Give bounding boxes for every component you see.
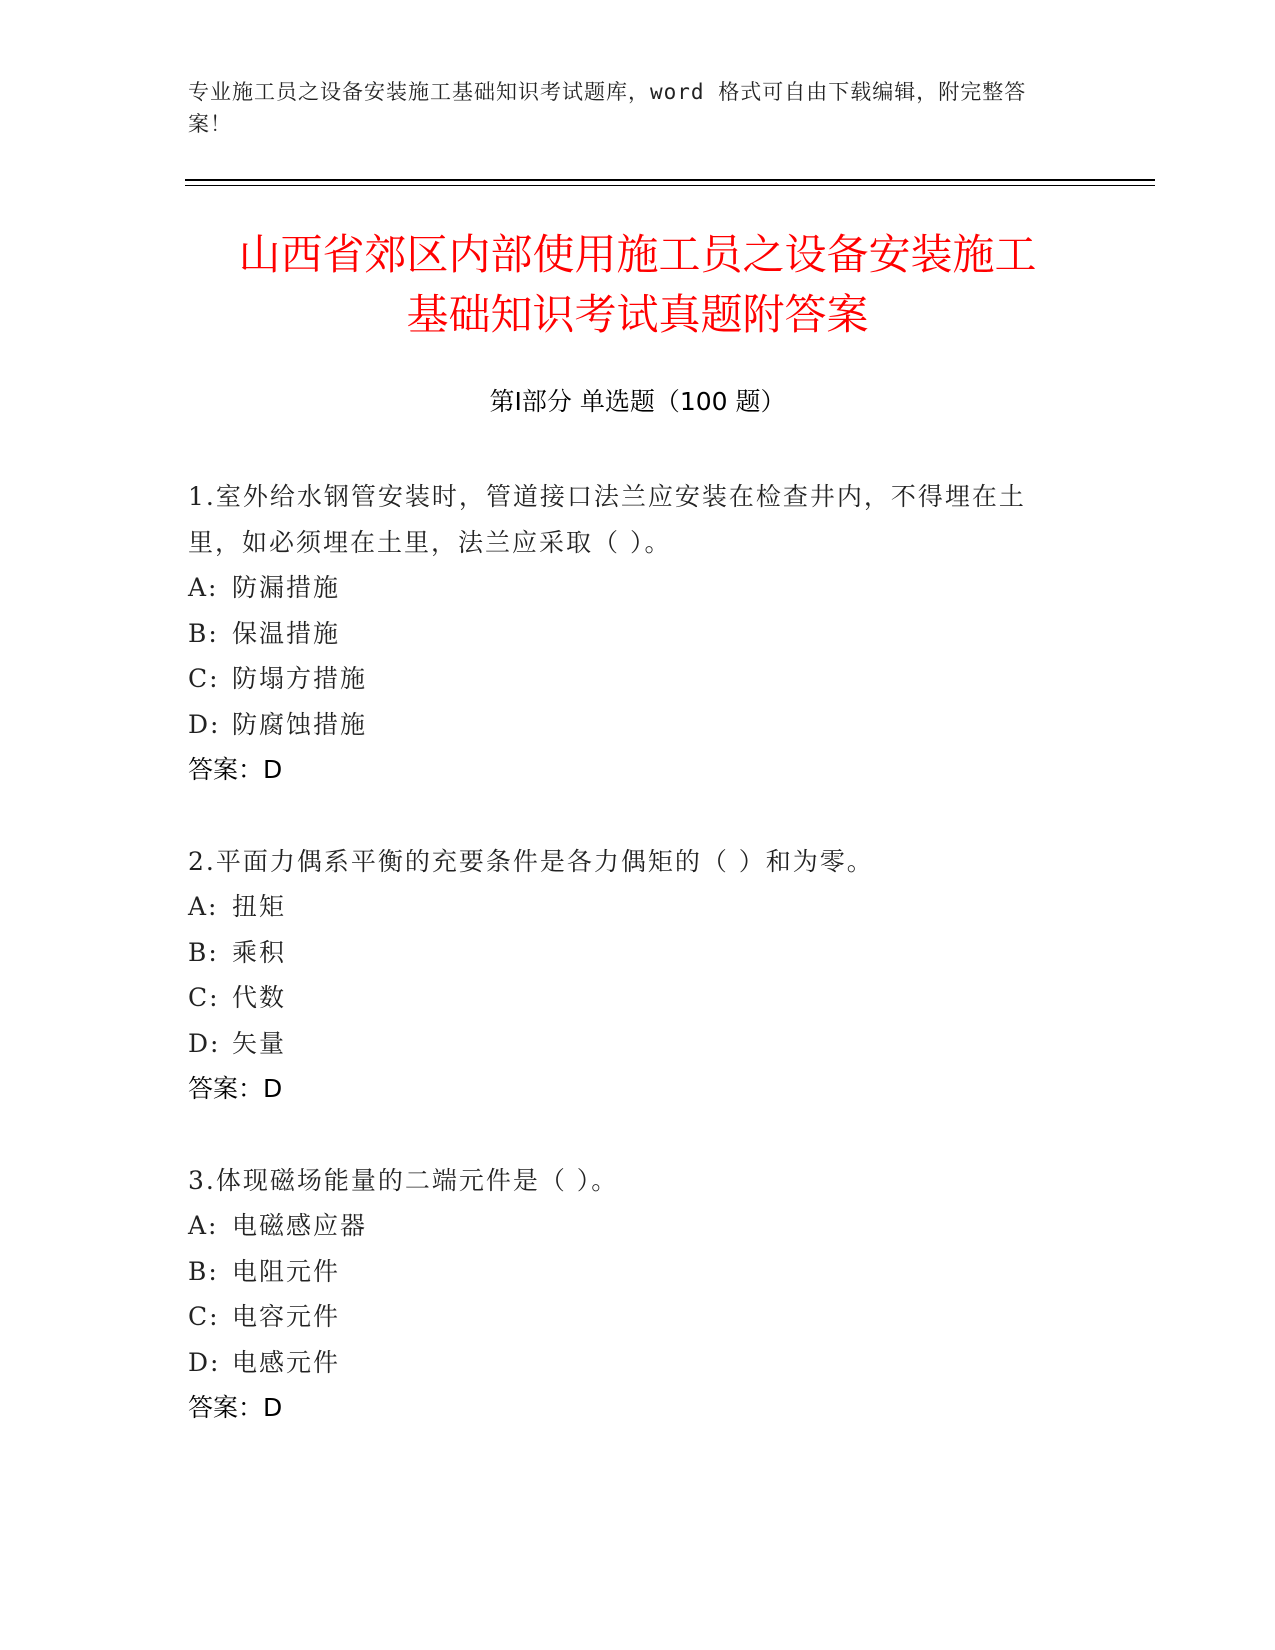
answer-line: 答案：D xyxy=(188,755,283,784)
question-3 xyxy=(188,1158,1068,1431)
option-key: B: xyxy=(188,1256,219,1286)
option-text: 矢量 xyxy=(232,1028,287,1058)
option-text: 电阻元件 xyxy=(232,1256,341,1286)
option-key: D: xyxy=(188,709,221,739)
option-a xyxy=(188,884,1068,930)
option-text: 乘积 xyxy=(232,937,287,967)
document-title-line-1: 山西省郊区内部使用施工员之设备安装施工 xyxy=(238,230,1037,279)
option-key: B: xyxy=(188,937,219,967)
option-d xyxy=(188,702,1068,748)
option-key: D: xyxy=(188,1347,221,1377)
option-a xyxy=(188,1203,1068,1249)
question-1 xyxy=(188,474,1068,793)
question-2 xyxy=(188,839,1068,1112)
option-text: 电感元件 xyxy=(232,1347,341,1377)
option-text: 代数 xyxy=(232,983,287,1012)
option-key: B: xyxy=(188,618,219,648)
question-stem: 1.室外给水钢管安装时，管道接口法兰应安装在检查井内，不得埋在土里，如必须埋在土里，法兰应采取（ ）。 xyxy=(188,482,1026,557)
option-text: 防塌方措施 xyxy=(232,664,368,693)
option-a xyxy=(188,565,1068,611)
option-b xyxy=(188,1249,1068,1295)
header-note: 专业施工员之设备安装施工基础知识考试题库，word 格式可自由下载编辑，附完整答案！ xyxy=(188,80,1027,136)
option-text: 防腐蚀措施 xyxy=(232,709,368,739)
option-c xyxy=(188,1294,1068,1340)
option-c xyxy=(188,656,1068,702)
option-text: 扭矩 xyxy=(232,892,287,921)
option-c xyxy=(188,975,1068,1021)
section-title: 第Ⅰ部分 单选题（100 题） xyxy=(489,387,786,416)
option-d xyxy=(188,1021,1068,1067)
option-key: A: xyxy=(188,573,219,602)
option-text: 电容元件 xyxy=(232,1302,341,1331)
option-b xyxy=(188,611,1068,657)
option-key: C: xyxy=(188,1302,220,1331)
document-title xyxy=(185,225,1090,345)
header-rule-thick xyxy=(185,179,1155,181)
option-key: D: xyxy=(188,1028,221,1058)
question-stem: 3.体现磁场能量的二端元件是（ ）。 xyxy=(188,1165,619,1195)
option-d xyxy=(188,1340,1068,1386)
header-rule-thin xyxy=(185,185,1155,186)
option-text: 电磁感应器 xyxy=(232,1211,368,1240)
question-stem: 2.平面力偶系平衡的充要条件是各力偶矩的（ ）和为零。 xyxy=(188,846,874,876)
question-list xyxy=(188,474,1068,1477)
option-text: 防漏措施 xyxy=(232,573,341,602)
option-text: 保温措施 xyxy=(232,618,341,648)
document-title-line-2: 基础知识考试真题附答案 xyxy=(406,290,869,339)
answer-line: 答案：D xyxy=(188,1074,283,1103)
option-key: A: xyxy=(188,892,219,921)
answer-line: 答案：D xyxy=(188,1393,283,1422)
option-b xyxy=(188,930,1068,976)
option-key: C: xyxy=(188,664,220,693)
option-key: C: xyxy=(188,983,220,1012)
option-key: A: xyxy=(188,1211,219,1240)
